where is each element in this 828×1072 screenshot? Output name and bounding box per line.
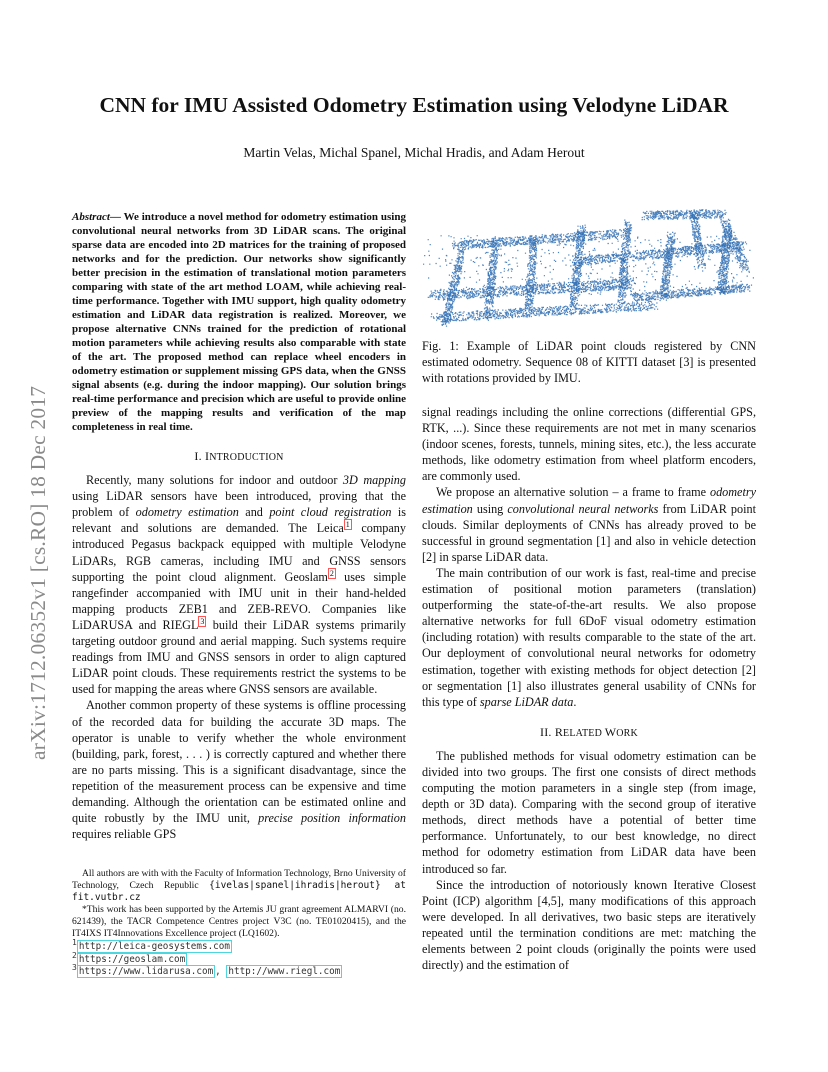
abstract-label: Abstract [72, 211, 110, 223]
text-run: requires reliable GPS [72, 827, 177, 842]
point-cloud-segment [630, 284, 752, 302]
section-initial: W [604, 724, 617, 739]
arxiv-stamp: arXiv:1712.06352v1 [cs.RO] 18 Dec 2017 [26, 385, 50, 760]
text-run-italic: 3D mapping [342, 473, 406, 488]
section-rest: ORK [616, 727, 638, 739]
section-rest: NTRODUCTION [209, 452, 284, 463]
point-cloud-segment [617, 220, 632, 306]
text-run: We propose an alternative solution – a frame to frame [436, 485, 710, 500]
footnotes [72, 868, 406, 979]
footnote-ref-3[interactable]: 3 [200, 616, 205, 626]
section-heading-introduction [72, 448, 406, 466]
lidar-point-cloud-image [423, 205, 757, 335]
text-run-italic: point cloud registration [269, 505, 392, 520]
point-cloud-segment [717, 228, 732, 295]
intro-paragraph-1 [72, 472, 406, 697]
text-run: is relevant and solutions are demanded. The Leica [72, 505, 406, 536]
section-number: I. [194, 449, 205, 463]
footnote-number: 3 [72, 963, 77, 973]
separator: , [215, 966, 227, 978]
text-run: uses simple rangefinder accompanied with IMU unit in their hand-helded mapping products ZEB1 and ZEB-REVO. Companies like LiDARUSA and RIEGL [72, 569, 406, 632]
figure-caption: Fig. 1: Example of LiDAR point clouds registered by CNN estimated odometry. Sequence 08 of KITTI dataset [3] is presented with rotations provided by IMU. [422, 339, 756, 386]
right-paragraph-2 [422, 484, 756, 564]
text-run: build their LiDAR systems primarily targeting outdoor ground and aerial mapping. Such systems require readings from IMU and GNSS sensors in order to align captured LiDAR point clouds. These requirements restrict the systems to be used for mapping the areas where GNSS sensors are available. [72, 617, 406, 697]
abstract-dash: — [109, 211, 124, 223]
section-rest: ELATED [563, 727, 605, 739]
link-lidarusa[interactable]: https://www.lidarusa.com [78, 966, 214, 978]
related-paragraph-1: The published methods for visual odometry estimation can be divided into two groups. The first one consists of direct methods computing the motion parameters in a single step (from image, depth or 3D data). Comparing with the second group of iterative methods, direct methods have a potential of better time performance. Unfortunately, to our best knowledge, no direct method for odometry estimation from LiDAR data have been introduced so far. [422, 748, 756, 876]
text-run: using [472, 501, 508, 516]
paper-title: CNN for IMU Assisted Odometry Estimation using Velodyne LiDAR [99, 93, 729, 117]
text-run: All authors are with with the Faculty of Information Technology, Brno University of Technology, Czech Republic [72, 868, 406, 891]
footnote-affiliation [72, 868, 406, 904]
text-run: The main contribution of our work is fast, real-time and precise estimation of positional motion parameters (translation) outperforming the state-of-the-art results. We also propose alternative networks for full 6DoF visual odometry estimation (including rotation) with results comparable to the state of the art. Our deployment of convolutional neural networks for odometry estimation, together with existing methods for object detection [2] or segmentation [1] also illustrates general usability of CNNs for this type of [422, 565, 756, 709]
footnote-funding: *This work has been supported by the Artemis JU grant agreement ALMARVI (no. 621439), the TACR Competence Centres project V3C (no. TE01020415), and the IT4IXS IT4Innovations Excellence project (LQ1602). [72, 903, 406, 939]
text-run: Recently, many solutions for indoor and outdoor [86, 473, 343, 488]
section-initial: R [554, 724, 564, 739]
text-run: company introduced Pegasus backpack equipped with multiple Velodyne LiDARs, RGB cameras, including IMU and GNSS sensors supporting the point cloud alignment. Geoslam [72, 521, 406, 584]
footnote-ref-2[interactable]: 2 [329, 568, 334, 578]
author-emails: {ivelas|spanel|ihradis|herout} at fit.vutbr.cz [72, 879, 406, 903]
text-run: Another common property of these systems is offline processing of the recorded data for building the accurate 3D maps. The operator is unable to verify whether the whole environment (building, park, forest, . . . ) is correctly captured and whether there are no parts missing. This is a significant disadvantage, since the repetition of the measurement process can be expensive and time demanding. Although the orientation can be estimated online and quite robustly by the IMU unit, [72, 698, 406, 826]
text-run-italic: odometry estimation [422, 485, 756, 516]
intro-paragraph-2 [72, 697, 406, 842]
figure-lidar-pointcloud [423, 205, 757, 335]
point-cloud-segment [452, 229, 627, 250]
text-run: and [238, 505, 270, 520]
text-run: . [573, 694, 577, 709]
left-column [72, 210, 406, 842]
right-paragraph-1: signal readings including the online corrections (differential GPS, RTK, ...). Since these requirements are not met in many scenarios (indoor scenes, forests, tunnels, mining sites, etc.), the less accurate methods, like odometry estimation from wheel platform encoders, are commonly used. [422, 405, 756, 484]
text-run-italic: convolutional neural networks [507, 501, 659, 516]
link-geoslam[interactable]: https://geoslam.com [78, 953, 186, 965]
abstract-text: We introduce a novel method for odometry estimation using convolutional neural networks from 3D LiDAR scans. The original sparse data are encoded into 2D matrices for the training of proposed networks and for the prediction. Our networks show significantly better precision in the estimation of translational motion parameters comparing with state of the art method LOAM, while achieving real-time performance. Together with IMU support, high quality odometry estimation and LiDAR data registration is realized. Moreover, we propose alternative CNNs trained for the prediction of rotational motion parameters while achieving results also comparable with state of the art. The proposed method can replace wheel encoders in odometry estimation or supplement missing GPS data, when the GNSS signal absents (e.g. during the indoor mapping). Our solution brings real-time performance and precision which are useful to provide online preview of the mapping results and verification of the map completeness in real time. [72, 211, 406, 433]
right-column [422, 404, 756, 973]
right-paragraph-3 [422, 565, 756, 710]
author-list: Martin Velas, Michal Spanel, Michal Hradis, and Adam Herout [243, 145, 585, 160]
section-heading-related-work [422, 724, 756, 742]
text-run-italic: sparse LiDAR data [479, 694, 574, 709]
related-paragraph-2: Since the introduction of notoriously known Iterative Closest Point (ICP) algorithm [4,5], many modifications of this approach were developed. In all derivatives, two basic steps are iteratively repeated until the termination conditions are met: matching the elements between 2 point clouds (originally the points were used directly) and the estimation of [422, 877, 756, 973]
footnote-links [72, 938, 406, 979]
text-run: from LiDAR point clouds. Similar deployments of CNNs has already proved to be successful in ground segmentation [1] and also in vehicle detection [2] in sparse LiDAR data. [422, 501, 756, 564]
point-cloud-segment [431, 301, 659, 322]
point-cloud-segment [689, 211, 706, 269]
point-cloud-segment [642, 209, 727, 220]
section-initial: I [204, 449, 210, 463]
link-riegl[interactable]: http://www.riegl.com [228, 966, 341, 978]
abstract [72, 210, 406, 434]
footnote-number: 1 [72, 938, 77, 948]
footnote-number: 2 [72, 950, 77, 960]
link-leica[interactable]: http://leica-geosystems.com [78, 941, 230, 953]
text-run-italic: odometry estimation [135, 505, 239, 520]
section-number: II. [540, 724, 555, 739]
text-run-italic: precise position information [258, 811, 406, 826]
footnote-3 [72, 963, 406, 979]
footnote-ref-1[interactable]: 1 [345, 520, 350, 530]
text-run: using LiDAR sensors have been introduced, proving that the problem of [72, 489, 406, 520]
